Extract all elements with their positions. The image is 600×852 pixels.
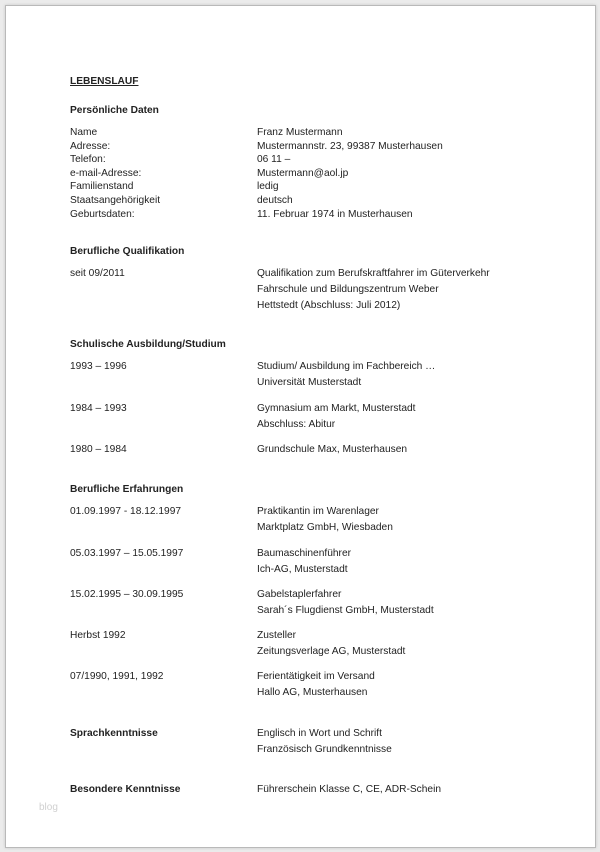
personal-label: Familienstand [70, 181, 134, 192]
personal-label: Adresse: [70, 141, 111, 152]
personal-value: ledig [257, 181, 279, 192]
section-heading-qualification: Berufliche Qualifikation [70, 246, 185, 257]
section-heading-special: Besondere Kenntnisse [70, 784, 181, 795]
entry-date: 1993 – 1996 [70, 361, 127, 372]
document-title: LEBENSLAUF [70, 76, 139, 87]
personal-value: deutsch [257, 195, 293, 206]
entry-line: Abschluss: Abitur [257, 419, 336, 430]
entry-line: Grundschule Max, Musterhausen [257, 444, 408, 455]
entry-date: 07/1990, 1991, 1992 [70, 671, 164, 682]
personal-label: Staatsangehörigkeit [70, 195, 161, 206]
personal-label: Telefon: [70, 154, 106, 165]
entry-line: Baumaschinenführer [257, 548, 352, 559]
entry-line: Hallo AG, Musterhausen [257, 687, 368, 698]
entry-line: Praktikantin im Warenlager [257, 506, 379, 517]
personal-value: Mustermannstr. 23, 99387 Musterhausen [257, 141, 443, 152]
section-heading-experience: Berufliche Erfahrungen [70, 484, 184, 495]
entry-line: Gabelstaplerfahrer [257, 589, 342, 600]
entry-line: Führerschein Klasse C, CE, ADR-Schein [257, 784, 442, 795]
personal-value: Franz Mustermann [257, 127, 343, 138]
cv-page [5, 5, 596, 848]
entry-line: Qualifikation zum Berufskraftfahrer im Güterverkehr [257, 268, 490, 279]
entry-line: Studium/ Ausbildung im Fachbereich … [257, 361, 436, 372]
personal-value: 06 11 – [257, 154, 291, 165]
entry-line: Fahrschule und Bildungszentrum Weber [257, 284, 439, 295]
blog-watermark: blog [39, 802, 58, 813]
section-heading-languages: Sprachkenntnisse [70, 728, 158, 739]
entry-line: Englisch in Wort und Schrift [257, 728, 382, 739]
section-heading-education: Schulische Ausbildung/Studium [70, 339, 226, 350]
entry-line: Marktplatz GmbH, Wiesbaden [257, 522, 393, 533]
entry-line: Ich-AG, Musterstadt [257, 564, 348, 575]
entry-date: 1984 – 1993 [70, 403, 127, 414]
personal-value: Mustermann@aol.jp [257, 168, 349, 179]
section-heading-personal: Persönliche Daten [70, 105, 159, 116]
entry-date: 1980 – 1984 [70, 444, 127, 455]
entry-line: Hettstedt (Abschluss: Juli 2012) [257, 300, 401, 311]
entry-date: 15.02.1995 – 30.09.1995 [70, 589, 184, 600]
personal-value: 11. Februar 1974 in Musterhausen [257, 209, 413, 220]
entry-line: Universität Musterstadt [257, 377, 362, 388]
entry-date: Herbst 1992 [70, 630, 126, 641]
entry-line: Sarah´s Flugdienst GmbH, Musterstadt [257, 605, 434, 616]
entry-line: Zeitungsverlage AG, Musterstadt [257, 646, 406, 657]
personal-label: e-mail-Adresse: [70, 168, 142, 179]
entry-line: Ferientätigkeit im Versand [257, 671, 375, 682]
entry-date: seit 09/2011 [70, 268, 125, 279]
entry-date: 05.03.1997 – 15.05.1997 [70, 548, 184, 559]
entry-line: Zusteller [257, 630, 297, 641]
entry-date: 01.09.1997 - 18.12.1997 [70, 506, 182, 517]
personal-label: Geburtsdaten: [70, 209, 135, 220]
entry-line: Gymnasium am Markt, Musterstadt [257, 403, 416, 414]
entry-line: Französisch Grundkenntnisse [257, 744, 392, 755]
personal-label: Name [70, 127, 98, 138]
